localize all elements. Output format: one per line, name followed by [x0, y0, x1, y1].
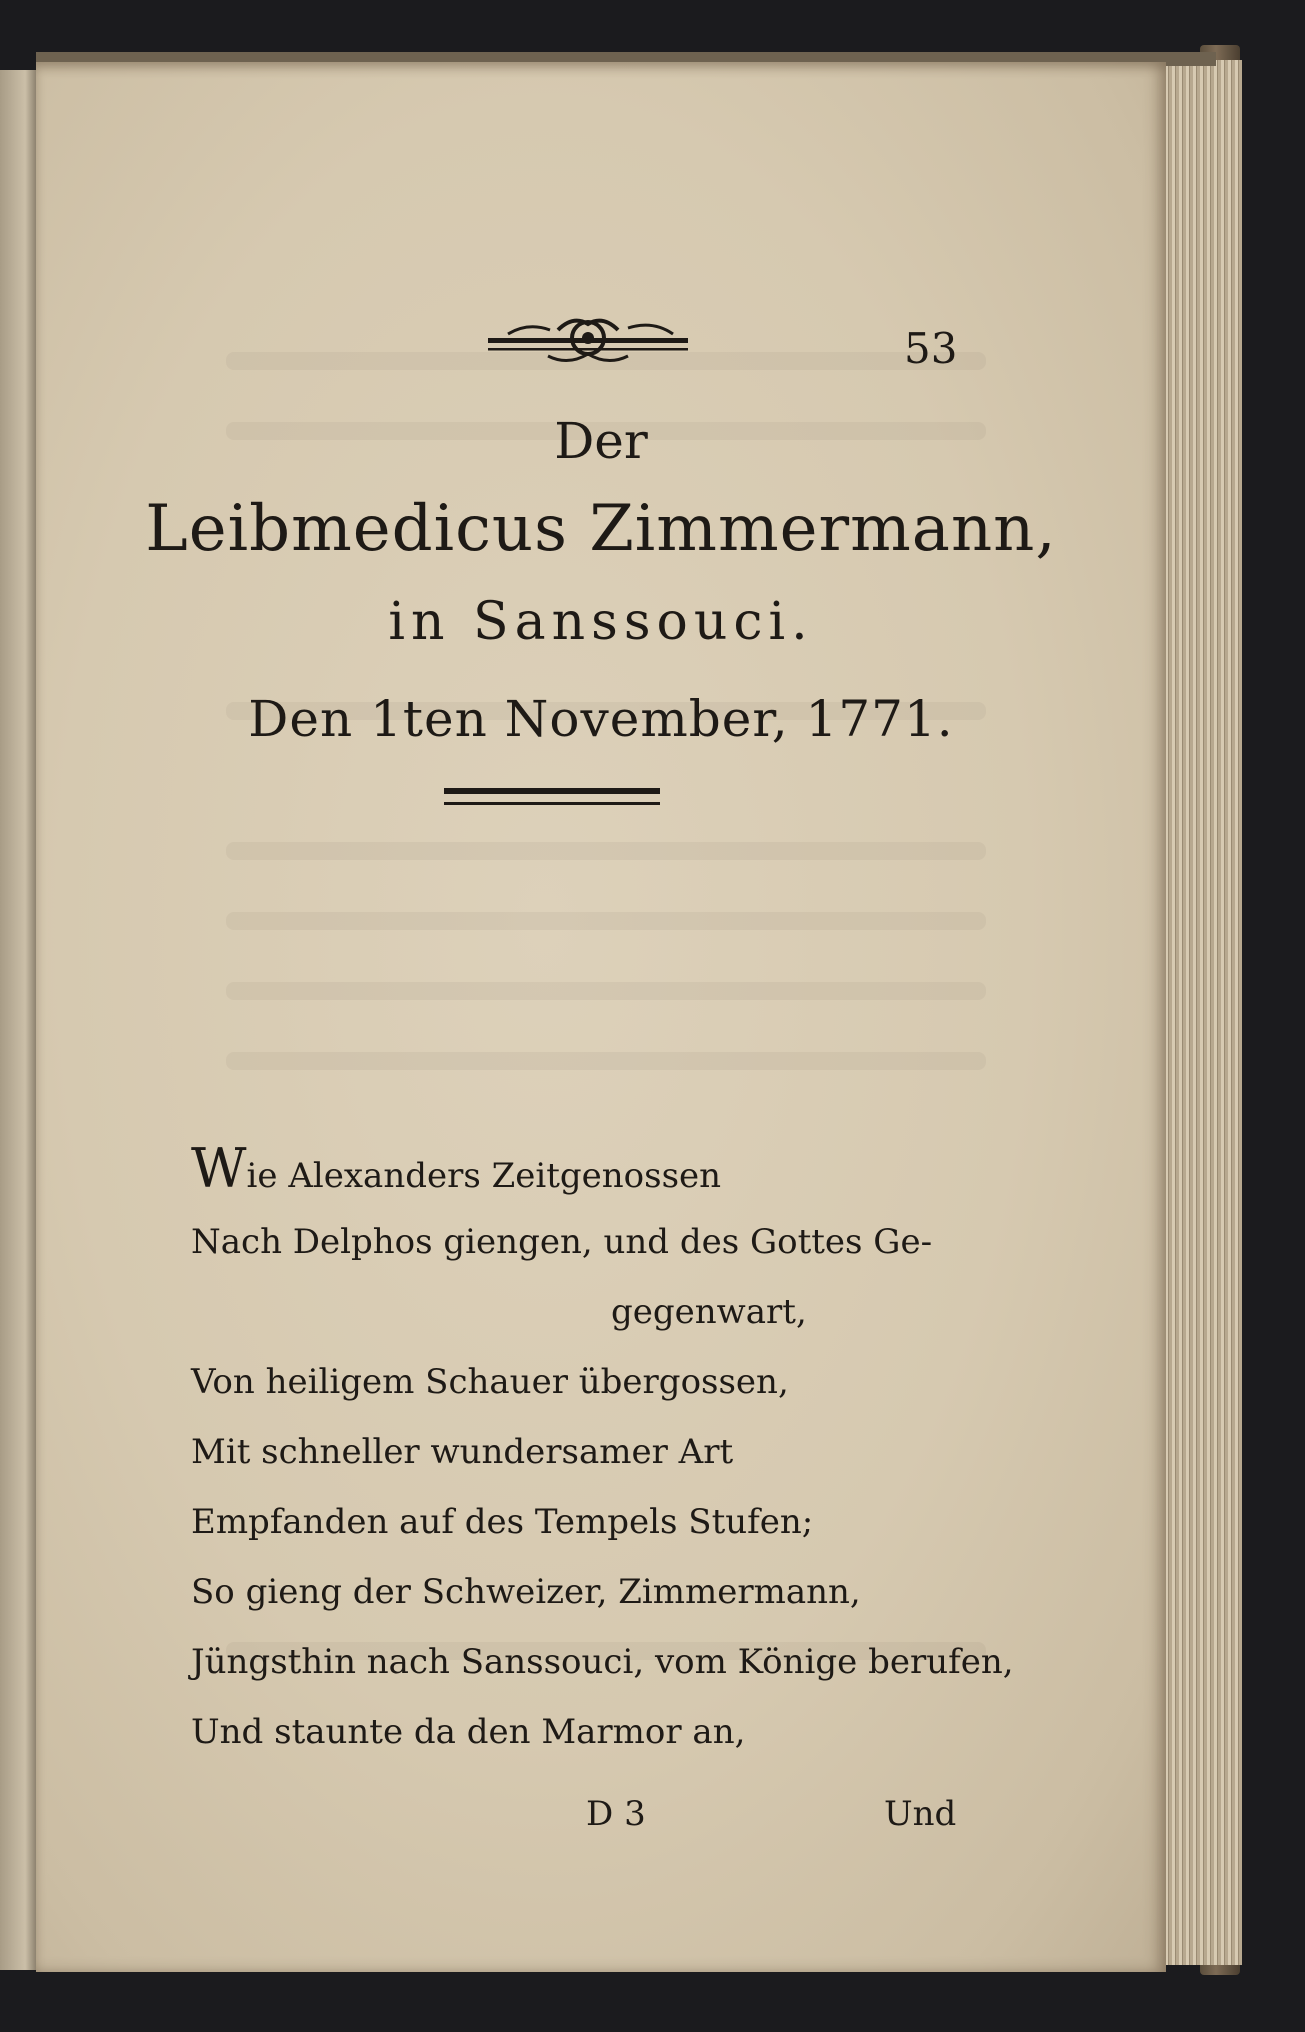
show-through	[226, 1052, 986, 1070]
title-date: Den 1ten November, 1771.	[248, 690, 954, 748]
drop-cap: W	[191, 1137, 247, 1200]
poem-line-8: Jüngsthin nach Sanssouci, vom Könige berufen,	[191, 1642, 1014, 1682]
poem-line-6: Empfanden auf des Tempels Stufen;	[191, 1502, 814, 1542]
title-line-2: Leibmedicus Zimmermann,	[145, 492, 1057, 566]
poem-line-4: Von heiligem Schauer übergossen,	[191, 1362, 789, 1402]
poem-line-1	[191, 1137, 722, 1200]
poem-line-9: Und staunte da den Marmor an,	[191, 1712, 746, 1752]
divider-rule	[444, 788, 660, 794]
signature-mark: D 3	[586, 1794, 646, 1834]
poem-line-3: gegenwart,	[611, 1292, 807, 1332]
poem-line-7: So gieng der Schweizer, Zimmermann,	[191, 1572, 861, 1612]
show-through	[226, 982, 986, 1000]
divider-rule	[444, 802, 660, 805]
previous-page-edge	[0, 70, 36, 1970]
poem-line-5: Mit schneller wundersamer Art	[191, 1432, 734, 1472]
page-number: 53	[904, 324, 958, 373]
title-line-1: Der	[554, 412, 648, 470]
page-stack-edges	[1162, 60, 1242, 1965]
poem-line-2: Nach Delphos giengen, und des Gottes Ge-	[191, 1222, 933, 1262]
catchword: Und	[884, 1794, 957, 1834]
title-line-3: in Sanssouci.	[388, 592, 814, 652]
show-through	[226, 842, 986, 860]
poem-line-text: ie Alexanders Zeitgenossen	[246, 1156, 722, 1196]
floral-ornament-icon	[488, 310, 688, 380]
show-through	[226, 912, 986, 930]
book-page	[36, 62, 1166, 1972]
